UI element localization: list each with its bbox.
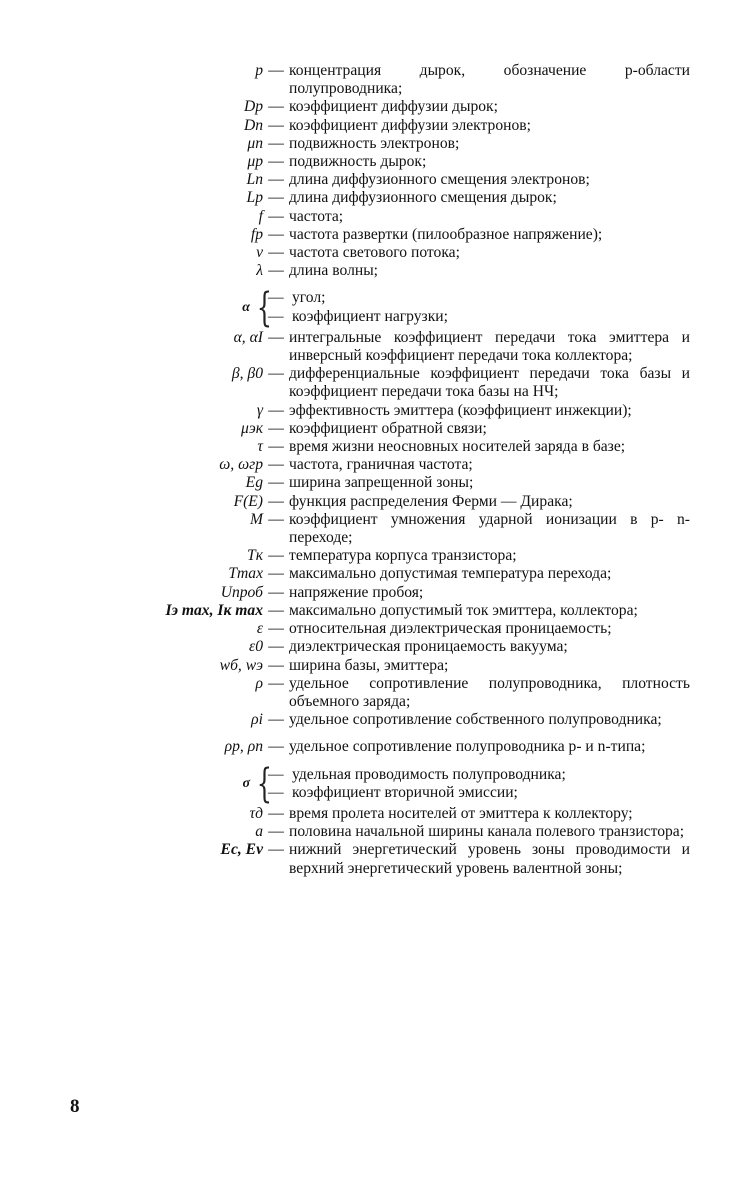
notation-dash: — — [268, 153, 284, 171]
notation-symbol: ε — [256, 620, 263, 638]
notation-definition: напряжение пробоя; — [289, 583, 424, 601]
notation-entry — [0, 171, 756, 189]
notation-dash: — — [268, 171, 284, 189]
notation-entry — [0, 456, 756, 474]
notation-dash: — — [268, 365, 284, 383]
notation-symbol: ρi — [251, 711, 263, 729]
notation-definition: коэффициент диффузии дырок; — [289, 98, 498, 116]
notation-dash: — — [268, 674, 284, 692]
notation-definition: удельное сопротивление полупроводника, плотность объемного заряда; — [289, 674, 690, 710]
notation-symbol: τ — [257, 438, 263, 456]
notation-definition: максимально допустимый ток эмиттера, коллектора; — [289, 601, 638, 619]
notation-dash: — — [268, 116, 284, 134]
notation-entry — [0, 841, 756, 877]
notation-symbol: ρp, ρn — [224, 738, 263, 756]
notation-entry — [0, 675, 756, 711]
notation-definition: эффективность эмиттера (коэффициент инжекции); — [289, 401, 632, 419]
notation-entry — [0, 547, 756, 565]
brace-definitions — [268, 766, 566, 802]
notation-symbol: wб, wэ — [219, 656, 263, 674]
notation-entry — [0, 244, 756, 262]
brace-definition-line — [268, 289, 448, 307]
notation-symbol: ε0 — [249, 638, 263, 656]
notation-definition: время пролета носителей от эмиттера к коллектору; — [289, 804, 633, 822]
notation-entry — [0, 638, 756, 656]
notation-entry — [0, 620, 756, 638]
page-number: 8 — [70, 1096, 80, 1117]
notation-dash: — — [268, 841, 284, 859]
notation-dash: — — [268, 98, 284, 116]
notation-symbol: F(E) — [233, 492, 263, 510]
notation-dash: — — [268, 134, 284, 152]
notation-symbol: μэк — [241, 419, 263, 437]
notation-symbol: α, αI — [233, 328, 263, 346]
notation-definition: время жизни неосновных носителей заряда в базе; — [289, 438, 626, 456]
notation-definition: удельная проводимость полупроводника; — [292, 765, 566, 783]
notation-symbol: Iэ max, Iк max — [165, 601, 263, 619]
notation-symbol: Dp — [243, 98, 263, 116]
notation-dash: — — [268, 225, 284, 243]
notation-definition: максимально допустимая температура перехода; — [289, 565, 612, 583]
notation-entry — [0, 420, 756, 438]
notation-dash: — — [268, 456, 284, 474]
brace-definitions — [268, 289, 448, 325]
notation-dash: — — [268, 289, 284, 307]
notation-symbol: Tmax — [228, 565, 263, 583]
notation-dash: — — [268, 189, 284, 207]
notation-symbol: Ec, Ev — [220, 841, 263, 859]
notation-dash: — — [268, 738, 284, 756]
notation-symbol: M — [250, 510, 263, 528]
notation-symbol: μp — [247, 153, 263, 171]
notation-symbol: ρ — [255, 674, 263, 692]
notation-entry — [0, 438, 756, 456]
notation-symbol: a — [255, 823, 263, 841]
notation-dash: — — [268, 207, 284, 225]
notation-symbol: γ — [256, 401, 263, 419]
notation-definition: ширина базы, эмиттера; — [289, 656, 449, 674]
notation-definition: коэффициент диффузии электронов; — [289, 116, 531, 134]
notation-entry — [0, 402, 756, 420]
notation-definition: функция распределения Ферми — Дирака; — [289, 492, 573, 510]
notation-dash: — — [268, 620, 284, 638]
notation-symbol: Lp — [246, 189, 263, 207]
notation-symbol: Uпроб — [220, 583, 263, 601]
notation-definition: концентрация дырок, обозначение p-области полупроводника; — [289, 62, 690, 98]
notation-entry — [0, 153, 756, 171]
notation-list — [0, 62, 756, 878]
notation-definition: относительная диэлектрическая проницаемость; — [289, 620, 612, 638]
notation-symbol: fp — [250, 225, 263, 243]
curly-brace: { — [256, 760, 273, 807]
notation-definition: длина диффузионного смещения дырок; — [289, 189, 557, 207]
notation-symbol: f — [258, 207, 263, 225]
notation-entry — [0, 365, 756, 401]
notation-entry — [0, 657, 756, 675]
notation-definition: коэффициент умножения ударной ионизации в p- n-переходе; — [289, 510, 690, 547]
notation-dash: — — [268, 656, 284, 674]
notation-definition: диэлектрическая проницаемость вакуума; — [289, 638, 568, 656]
notation-entry — [0, 493, 756, 511]
notation-entry — [0, 117, 756, 135]
notation-dash: — — [268, 783, 284, 801]
notation-definition: дифференциальные коэффициент передачи тока базы и коэффициент передачи тока базы на НЧ; — [289, 365, 690, 401]
notation-dash: — — [268, 823, 284, 841]
notation-symbol: α — [242, 299, 250, 315]
notation-entry — [0, 329, 756, 365]
notation-dash: — — [268, 510, 284, 528]
notation-entry — [0, 474, 756, 492]
notation-symbol: ω, ωгр — [219, 456, 263, 474]
notation-dash: — — [268, 328, 284, 346]
notation-entry — [0, 62, 756, 98]
notation-dash: — — [268, 583, 284, 601]
notation-symbol: β, β0 — [231, 365, 263, 383]
notation-entry — [0, 602, 756, 620]
notation-dash: — — [268, 438, 284, 456]
notation-definition: подвижность дырок; — [289, 153, 427, 171]
notation-symbol: ν — [256, 244, 263, 262]
notation-dash: — — [268, 547, 284, 565]
notation-entry — [0, 711, 756, 729]
curly-brace: { — [256, 284, 273, 331]
notation-definition: частота, граничная частота; — [289, 456, 473, 474]
notation-symbol: σ — [242, 775, 250, 791]
notation-dash: — — [268, 419, 284, 437]
notation-dash: — — [268, 565, 284, 583]
notation-definition: длина диффузионного смещения электронов; — [289, 171, 590, 189]
notation-dash: — — [268, 638, 284, 656]
notation-definition: ширина запрещенной зоны; — [289, 474, 474, 492]
notation-entry — [0, 189, 756, 207]
notation-entry — [0, 565, 756, 583]
notation-dash: — — [268, 262, 284, 280]
alpha-brace-entry — [0, 284, 756, 331]
notation-entry — [0, 262, 756, 280]
brace-definition-line — [268, 308, 448, 326]
notation-definition: длина волны; — [289, 262, 379, 280]
notation-dash: — — [268, 601, 284, 619]
brace-definition-line — [268, 766, 566, 784]
notation-dash: — — [268, 307, 284, 325]
notation-definition: частота светового потока; — [289, 244, 460, 262]
notation-definition: удельное сопротивление полупроводника p- и n-типа; — [289, 738, 646, 756]
notation-definition: угол; — [292, 289, 326, 307]
notation-dash: — — [268, 244, 284, 262]
notation-definition: коэффициент обратной связи; — [289, 419, 487, 437]
notation-symbol: τд — [249, 804, 263, 822]
notation-definition: коэффициент нагрузки; — [292, 307, 448, 325]
notation-symbol: μn — [247, 134, 263, 152]
notation-symbol: p — [255, 62, 263, 79]
notation-entry — [0, 584, 756, 602]
notation-definition: половина начальной ширины канала полевого транзистора; — [289, 823, 685, 841]
notation-dash: — — [268, 765, 284, 783]
notation-entry — [0, 823, 756, 841]
notation-definition: подвижность электронов; — [289, 134, 460, 152]
notation-dash: — — [268, 492, 284, 510]
notation-symbol: Ln — [246, 171, 263, 189]
notation-dash: — — [268, 401, 284, 419]
notation-dash: — — [268, 711, 284, 729]
notation-entry — [0, 226, 756, 244]
notation-definition: интегральные коэффициент передачи тока эмиттера и инверсный коэффициент передачи тока коллектора; — [289, 328, 690, 365]
notation-definition: температура корпуса транзистора; — [289, 547, 517, 565]
notation-symbol: Eg — [245, 474, 263, 492]
notation-entry — [0, 135, 756, 153]
notation-definition: нижний энергетический уровень зоны проводимости и верхний энергетический уровень валентной зоны; — [289, 841, 690, 877]
notation-definition: удельное сопротивление собственного полупроводника; — [289, 711, 662, 729]
notation-entry — [0, 805, 756, 823]
notation-definition: коэффициент вторичной эмиссии; — [292, 783, 518, 801]
notation-definition: частота; — [289, 207, 344, 225]
notation-entry — [0, 98, 756, 116]
notation-entry — [0, 511, 756, 547]
brace-definition-line — [268, 784, 566, 802]
notation-entry — [0, 738, 756, 756]
notation-definition: частота развертки (пилообразное напряжение); — [289, 225, 603, 243]
notation-symbol: λ — [256, 262, 263, 280]
notation-dash: — — [268, 474, 284, 492]
notation-dash: — — [268, 62, 284, 79]
sigma-brace-entry — [0, 760, 756, 807]
notation-dash: — — [268, 804, 284, 822]
notation-symbol: Dn — [243, 116, 263, 134]
notation-entry — [0, 208, 756, 226]
notation-symbol: Tк — [247, 547, 263, 565]
